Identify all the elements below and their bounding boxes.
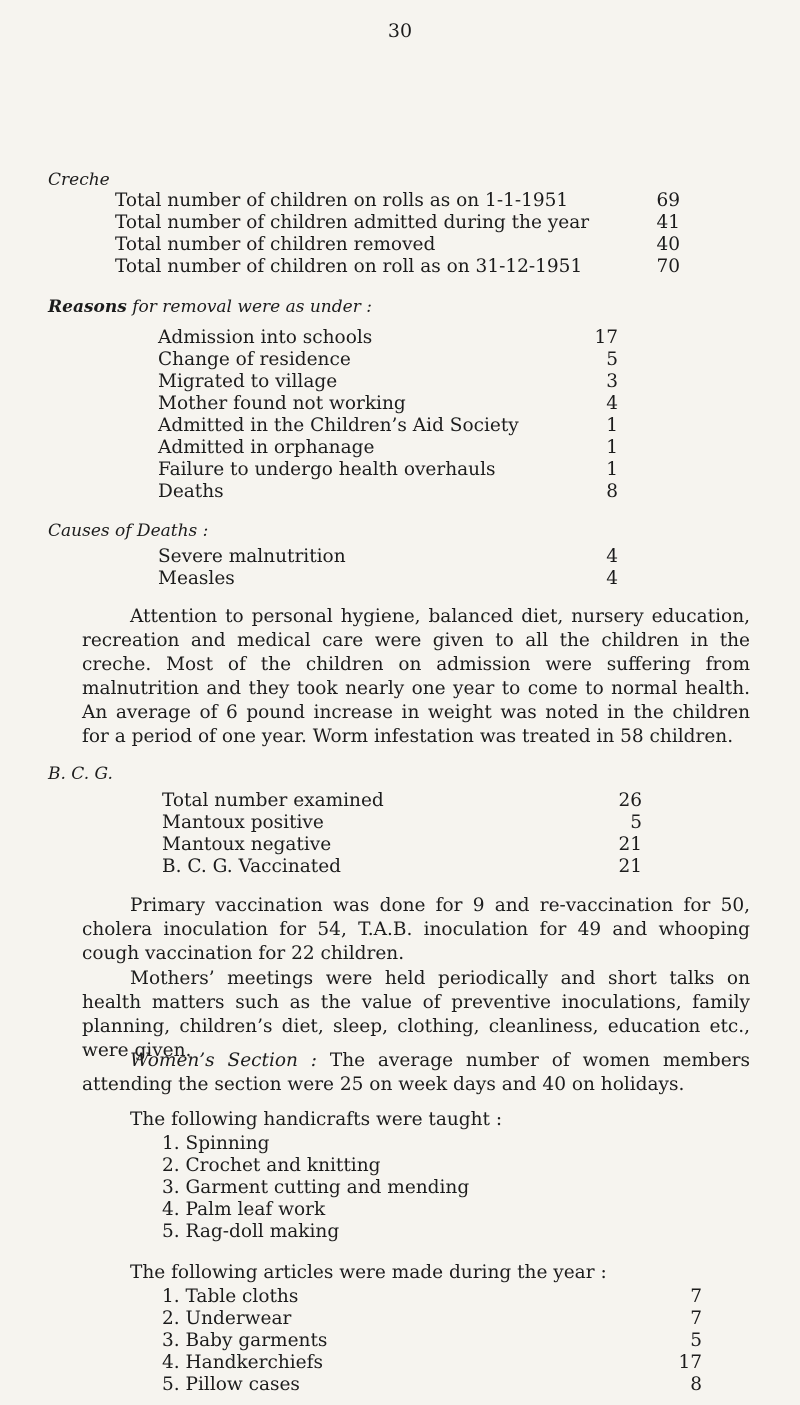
bcg-heading: B. C. G. bbox=[48, 764, 113, 784]
handicrafts-intro: The following handicrafts were taught : bbox=[130, 1109, 503, 1130]
row-value: 70 bbox=[656, 256, 680, 277]
row-label: 2. Underwear bbox=[162, 1308, 292, 1329]
row-value: 4 bbox=[606, 568, 618, 589]
removal-heading bbox=[48, 297, 372, 317]
row-value: 17 bbox=[678, 1352, 702, 1373]
row-label: 4. Handkerchiefs bbox=[162, 1352, 323, 1373]
row-value: 1 bbox=[606, 459, 618, 480]
creche-heading: Creche bbox=[48, 170, 110, 190]
row-label: Mantoux negative bbox=[162, 834, 332, 855]
mothers-text: Mothers’ meetings were held periodically and short talks on health matters such as the value of preventive inoculations, family planning, children’s diet, sleep, clothing, cleanliness, education etc., were given. bbox=[82, 968, 750, 1061]
page-number: 30 bbox=[387, 20, 413, 42]
row-label: Severe malnutrition bbox=[158, 546, 346, 567]
attention-text: Attention to personal hygiene, balanced diet, nursery education, recreation and medical care were given to all the children in the creche. Most of the children on admission were suffering from malnutrition and they took nearly one year to come to normal health. An average of 6 pound increase in weight was noted in the children for a period of one year. Worm infestation was treated in 58 children. bbox=[82, 606, 750, 747]
row-value: 4 bbox=[606, 393, 618, 414]
removal-heading-bold: Reasons bbox=[48, 297, 127, 317]
row-label: Total number of children on roll as on 31-12-1951 bbox=[115, 256, 583, 277]
row-value: 5 bbox=[606, 349, 618, 370]
row-value: 7 bbox=[690, 1308, 702, 1329]
row-value: 69 bbox=[656, 190, 680, 211]
row-label: 5. Pillow cases bbox=[162, 1374, 300, 1395]
removal-heading-rest: for removal were as under : bbox=[126, 297, 372, 317]
row-label: Total number examined bbox=[162, 790, 384, 811]
vaccination-paragraph bbox=[82, 894, 750, 966]
row-label: Migrated to village bbox=[158, 371, 338, 392]
row-value: 3 bbox=[606, 371, 618, 392]
row-value: 21 bbox=[618, 834, 642, 855]
row-value: 7 bbox=[690, 1286, 702, 1307]
row-value: 21 bbox=[618, 856, 642, 877]
row-value: 5 bbox=[690, 1330, 702, 1351]
row-value: 5 bbox=[630, 812, 642, 833]
attention-paragraph bbox=[82, 605, 750, 749]
row-label: Admitted in the Children’s Aid Society bbox=[158, 415, 519, 436]
handicraft-item: 1. Spinning bbox=[162, 1133, 270, 1154]
handicraft-item: 5. Rag-doll making bbox=[162, 1221, 340, 1242]
row-label: Measles bbox=[158, 568, 235, 589]
row-value: 1 bbox=[606, 415, 618, 436]
row-label: Change of residence bbox=[158, 349, 351, 370]
row-label: Deaths bbox=[158, 481, 224, 502]
row-label: Mantoux positive bbox=[162, 812, 324, 833]
row-label: Total number of children on rolls as on 1-1-1951 bbox=[115, 190, 569, 211]
row-label: Total number of children removed bbox=[115, 234, 436, 255]
deaths-heading: Causes of Deaths : bbox=[48, 521, 209, 541]
row-label: Total number of children admitted during the year bbox=[115, 212, 590, 233]
row-label: Mother found not working bbox=[158, 393, 406, 414]
women-heading: Women’s Section : bbox=[130, 1050, 318, 1071]
row-value: 17 bbox=[594, 327, 618, 348]
vaccination-text: Primary vaccination was done for 9 and re-vaccination for 50, cholera inoculation for 54, T.A.B. inoculation for 49 and whooping cough vaccination for 22 children. bbox=[82, 895, 750, 964]
women-paragraph bbox=[82, 1049, 750, 1097]
row-label: B. C. G. Vaccinated bbox=[162, 856, 341, 877]
women-text: The average number of women members attending the section were 25 on week days and 40 on holidays. bbox=[82, 1050, 750, 1095]
row-value: 40 bbox=[656, 234, 680, 255]
row-label: Failure to undergo health overhauls bbox=[158, 459, 496, 480]
handicraft-item: 4. Palm leaf work bbox=[162, 1199, 326, 1220]
row-label: Admission into schools bbox=[158, 327, 373, 348]
row-value: 8 bbox=[690, 1374, 702, 1395]
row-value: 8 bbox=[606, 481, 618, 502]
articles-intro: The following articles were made during the year : bbox=[130, 1262, 607, 1283]
handicraft-item: 2. Crochet and knitting bbox=[162, 1155, 381, 1176]
row-value: 1 bbox=[606, 437, 618, 458]
row-label: 1. Table cloths bbox=[162, 1286, 299, 1307]
row-label: Admitted in orphanage bbox=[158, 437, 375, 458]
row-value: 4 bbox=[606, 546, 618, 567]
row-label: 3. Baby garments bbox=[162, 1330, 328, 1351]
row-value: 41 bbox=[656, 212, 680, 233]
handicraft-item: 3. Garment cutting and mending bbox=[162, 1177, 470, 1198]
row-value: 26 bbox=[618, 790, 642, 811]
